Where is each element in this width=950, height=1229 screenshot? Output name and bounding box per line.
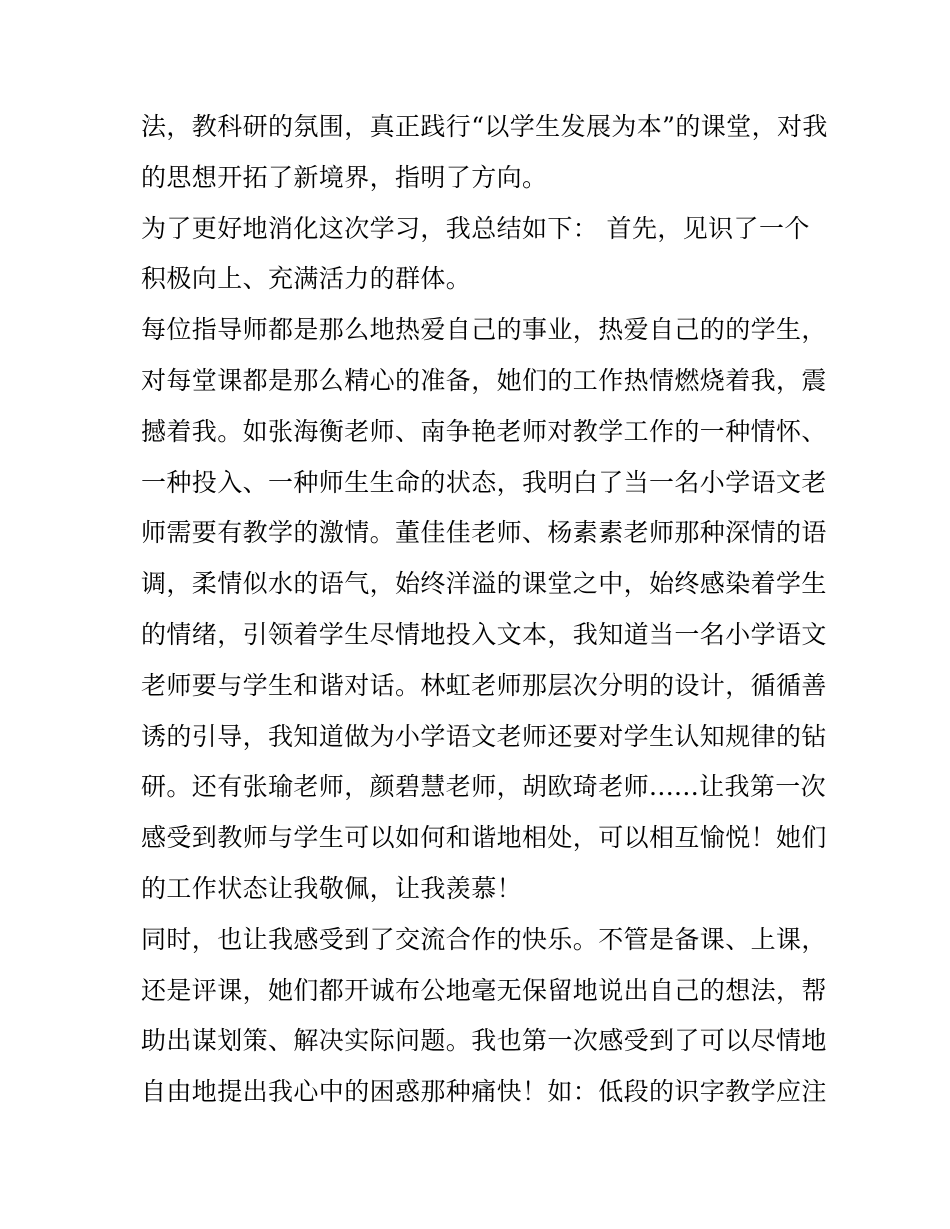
text-line: 的情绪，引领着学生尽情地投入文本，我知道当一名小学语文: [141, 619, 827, 649]
text-line: 感受到教师与学生可以如何和谐地相处，可以相互愉悦！她们: [141, 823, 827, 853]
text-line: 法，教科研的氛围，真正践行“以学生发展为本”的课堂，对我: [141, 112, 828, 141]
text-line: 的工作状态让我敬佩，让我羡慕！: [141, 873, 523, 903]
text-line: 对每堂课都是那么精心的准备，她们的工作热情燃烧着我，震: [141, 365, 827, 395]
text-line: 每位指导师都是那么地热爱自己的事业，热爱自己的的学生，: [141, 315, 827, 345]
text-line: 老师要与学生和谐对话。林虹老师那层次分明的设计，循循善: [141, 670, 827, 700]
text-line: 同时，也让我感受到了交流合作的快乐。不管是备课、上课，: [141, 924, 827, 954]
text-line: 的思想开拓了新境界，指明了方向。: [141, 162, 548, 192]
text-line: 研。还有张瑜老师，颜碧慧老师，胡欧琦老师......让我第一次: [141, 772, 827, 802]
text-line: 撼着我。如张海衡老师、南争艳老师对教学工作的一种情怀、: [141, 416, 827, 446]
text-line: 师需要有教学的激情。董佳佳老师、杨素素老师那种深情的语: [141, 518, 827, 548]
text-line: 自由地提出我心中的困惑那种痛快！如：低段的识字教学应注: [141, 1077, 827, 1107]
document-body: [141, 102, 828, 1118]
text-line: 诱的引导，我知道做为小学语文老师还要对学生认知规律的钻: [141, 721, 827, 751]
text-line: 一种投入、一种师生生命的状态，我明白了当一名小学语文老: [141, 467, 827, 497]
text-line: 助出谋划策、解决实际问题。我也第一次感受到了可以尽情地: [141, 1026, 827, 1056]
text-line: 还是评课，她们都开诚布公地毫无保留地说出自己的想法，帮: [141, 975, 827, 1005]
text-line: 为了更好地消化这次学习，我总结如下： 首先，见识了一个: [141, 213, 810, 243]
text-line: 调，柔情似水的语气，始终洋溢的课堂之中，始终感染着学生: [141, 569, 827, 599]
text-line: 积极向上、充满活力的群体。: [141, 264, 472, 294]
